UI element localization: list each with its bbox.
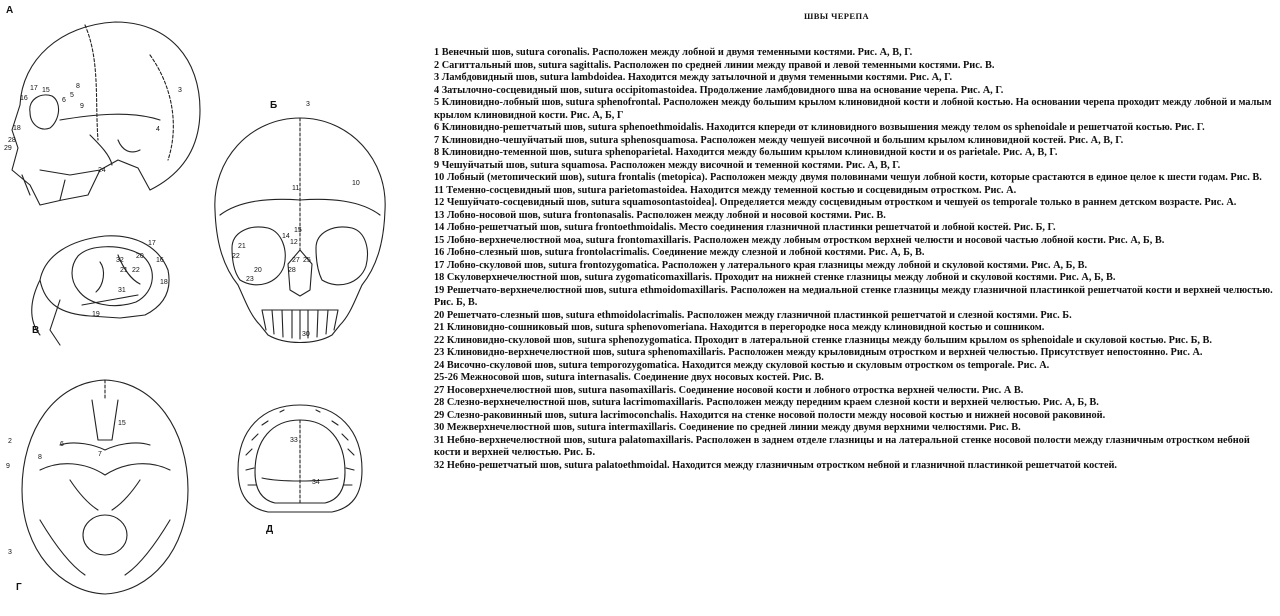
suture-entry: 1 Венечный шов, sutura coronalis. Расположен между лобной и двумя теменными костями. Рис. А, В, Г. (434, 47, 913, 58)
suture-entry: 18 Скуловерхнечелюстной шов, sutura zygomaticomaxillaris. Проходит на нижней стенке глазницы между лобной и скуловой костями. Рис. А, Б, В. (434, 272, 1116, 283)
label-num: 6 (60, 441, 64, 448)
label-num: 20 (254, 267, 262, 274)
label-num: 16 (20, 95, 28, 102)
label-num: 22 (232, 253, 240, 260)
label-num: 20 (136, 253, 144, 260)
suture-entry: 12 Чешуйчато-сосцевидный шов, sutura squamosontastoidea]. Определяется между сосцевидным отростком и чешуей os temporale только в раннем детском возрасте. Рис. А. (434, 197, 1237, 208)
label-num: 9 (6, 463, 10, 470)
label-num: 7 (98, 451, 102, 458)
label-num: 15 (42, 87, 50, 94)
label-num: 21 (238, 243, 246, 250)
suture-entry: 31 Небно-верхнечелюстной шов, sutura palatomaxillaris. Расположен в заднем отделе глазницы и на латеральной стенке носовой полости между глазничным отростком небной кости и верхней челюстью. Рис. Б. (434, 434, 1250, 458)
label-num: 12 (290, 239, 298, 246)
label-num: 6 (62, 97, 66, 104)
label-num: 25 (303, 257, 311, 264)
suture-entry: 23 Клиновидно-верхнечелюстной шов, sutura sphenomaxillaris. Расположен между крыловидным отростком и верхней челюстью. Присутствует непостоянно. Рис. А. (434, 347, 1203, 358)
suture-entry: 19 Решетчато-верхнечелюстной шов, sutura ethmoidomaxillaris. Расположен на медиальной стенке глазницы между глазничной пластинкой решетчатой кости и верхней челюстью. Рис. Б, В. (434, 284, 1273, 308)
figure-letter-v: В (32, 325, 40, 336)
palate-figure (238, 405, 362, 512)
skull-drawing-svg (0, 0, 420, 616)
skull-base-figure (22, 380, 188, 594)
label-num: 15 (294, 227, 302, 234)
suture-entry: 5 Клиновидно-лобный шов, sutura sphenofrontal. Расположен между большим крылом клиновидной кости и лобной костью. На основании черепа проходит между лобной и малым крылом клиновидной кости. Рис. А, Б, Г (434, 97, 1272, 121)
suture-entry: 16 Лобно-слезный шов, sutura frontolacrimalis. Соединение между слезной и лобной костями. Рис. А, Б, В. (434, 247, 925, 258)
label-num: 9 (80, 103, 84, 110)
label-num: 3 (306, 101, 310, 108)
label-num: 32 (116, 257, 124, 264)
figure-letter-a: А (6, 5, 14, 16)
label-num: 18 (13, 125, 21, 132)
suture-entry: 9 Чешуйчатый шов, sutura squamosa. Расположен между височной и теменной костями. Рис. А, В, Г. (434, 159, 901, 171)
suture-entry: 32 Небно-решетчатый шов, sutura palatoethmoidal. Находится между глазничным отростком небной и глазничной пластинкой решетчатой костей. (434, 459, 1117, 471)
suture-entry: 15 Лобно-верхнечелюстной моа, sutura frontomaxillaris. Расположен между лобным отростком верхней челюсти и носовой частью лобной кости. Рис. А, Б, В. (434, 234, 1165, 246)
label-num: 28 (288, 267, 296, 274)
label-num: 3 (8, 549, 12, 556)
label-num: 31 (118, 287, 126, 294)
label-num: 14 (282, 233, 290, 240)
label-num: 28 (8, 137, 16, 144)
label-num: 4 (156, 126, 160, 133)
suture-text-column (434, 0, 1274, 616)
label-num: 11 (292, 185, 300, 192)
label-num: 17 (148, 240, 156, 247)
label-num: 3 (178, 87, 182, 94)
suture-entry: 7 Клиновидно-чешуйчатый шов, sutura sphenosquamosa. Расположен между чешуей височной и большим крылом клиновидной костей. Рис. А, В, Г. (434, 134, 1124, 146)
suture-entry: 3 Ламбдовидный шов, sutura lambdoidea. Находится между затылочной и двумя теменными костями. Рис. А, Г. (434, 72, 953, 83)
label-num: 29 (4, 145, 12, 152)
figure-letter-b: Б (270, 100, 278, 111)
label-num: 34 (312, 479, 320, 486)
label-num: 21 (120, 267, 128, 274)
suture-entry: 10 Лобный (метопический шов), sutura frontalis (metopica). Расположен между двумя половинами чешуи лобной кости, которые срастаются в единое целое к шести годам. Рис. В. (434, 172, 1262, 183)
skull-illustrations (0, 0, 420, 616)
label-num: 8 (76, 83, 80, 90)
suture-entry: 4 Затылочно-сосцевидный шов, sutura occipitomastoidea. Продолжение ламбдовидного шва на основание черепа. Рис. А, Г. (434, 84, 1004, 96)
suture-entry: 14 Лобно-решетчатый шов, sutura frontoethmoidalis. Место соединения глазничной пластинки решетчатой и лобной костей. Рис. Б, Г. (434, 222, 1056, 233)
label-num: 27 (292, 257, 300, 264)
label-num: 2 (8, 438, 12, 445)
suture-entry: 29 Слезно-раковинный шов, sutura lacrimoconchalis. Находится на стенке носовой полости между носовой костью и нижней носовой раковиной. (434, 409, 1106, 421)
orbit-figure (32, 236, 169, 345)
suture-entry: 28 Слезно-верхнечелюстной шов, sutura lacrimomaxillaris. Расположен между передним краем слезной кости и верхней челюстью. Рис. А, Б, В. (434, 397, 1099, 408)
label-num: 5 (70, 92, 74, 99)
label-num: 15 (118, 420, 126, 427)
label-num: 10 (352, 180, 360, 187)
suture-entry: 11 Теменно-сосцевидный шов, sutura parietomastoidea. Находится между теменной костью и сосцевидным отростком. Рис. А. (434, 184, 1017, 196)
label-num: 18 (160, 279, 168, 286)
label-num: 33 (290, 437, 298, 444)
figure-letter-d: Д (266, 524, 274, 535)
document-title: ШВЫ ЧЕРЕПА (804, 11, 869, 21)
suture-entry: 22 Клиновидно-скуловой шов, sutura sphenozygomatica. Проходит в латеральной стенке глазницы между большим крылом os sphenoidale и скуловой костью. Рис. Б, В. (434, 334, 1212, 346)
suture-entry: 24 Височно-скуловой шов, sutura temporozygomatica. Находится между скуловой костью и скуловым отростком os temporale. Рис. А. (434, 359, 1050, 371)
suture-list (434, 47, 1274, 472)
label-num: 8 (38, 454, 42, 461)
suture-entry: 30 Межверхнечелюстной шов, sutura intermaxillaris. Соединение по средней линии между двумя верхними челюстями. Рис. В. (434, 422, 1021, 433)
suture-entry: 6 Клиновидно-решетчатый шов, sutura sphenoethmoidalis. Находится кпереди от клиновидного возвышения между телом os sphenoidale и решетчатой костью. Рис. Г. (434, 122, 1205, 133)
lateral-skull-figure (12, 22, 200, 205)
label-num: 17 (30, 85, 38, 92)
label-num: 22 (132, 267, 140, 274)
suture-entry: 13 Лобно-носовой шов, sutura frontonasalis. Расположен между лобной и носовой костями. Рис. В. (434, 209, 886, 221)
suture-entry: 8 Клиновидно-теменной шов, sutura sphenoparietal. Находится между большим крылом клиновидной кости и os parietale. Рис. А, В, Г. (434, 147, 1058, 158)
suture-entry: 2 Сагиттальный шов, sutura sagittalis. Расположен по средней линии между правой и левой теменными костями. Рис. В. (434, 59, 995, 71)
label-num: 19 (92, 311, 100, 318)
suture-entry: 17 Лобно-скуловой шов, sutura frontozygomatica. Расположен у латерального края глазницы между лобной и скуловой костями. Рис. А, Б, В. (434, 259, 1088, 271)
suture-entry: 27 Носоверхнечелюстной шов, sutura nasomaxillaris. Соединение носовой кости и лобного отростка верхней челюсти. Рис. А В. (434, 384, 1024, 396)
suture-entry: 20 Решетчато-слезный шов, sutura ethmoidolacrimalis. Расположен между глазничной пластинкой решетчатой и слезной костями. Рис. Б. (434, 309, 1072, 321)
figure-letter-g: Г (16, 582, 22, 593)
suture-entry: 21 Клиновидно-сошниковый шов, sutura sphenovomeriana. Находится в перегородке носа между клиновидной костью и сошником. (434, 322, 1045, 333)
label-num: 16 (156, 257, 164, 264)
label-num: 23 (246, 276, 254, 283)
label-num: 30 (302, 331, 310, 338)
suture-entry: 25-26 Межносовой шов, sutura internasalis. Соединение двух носовых костей. Рис. В. (434, 372, 824, 383)
label-num: 24 (98, 167, 106, 174)
